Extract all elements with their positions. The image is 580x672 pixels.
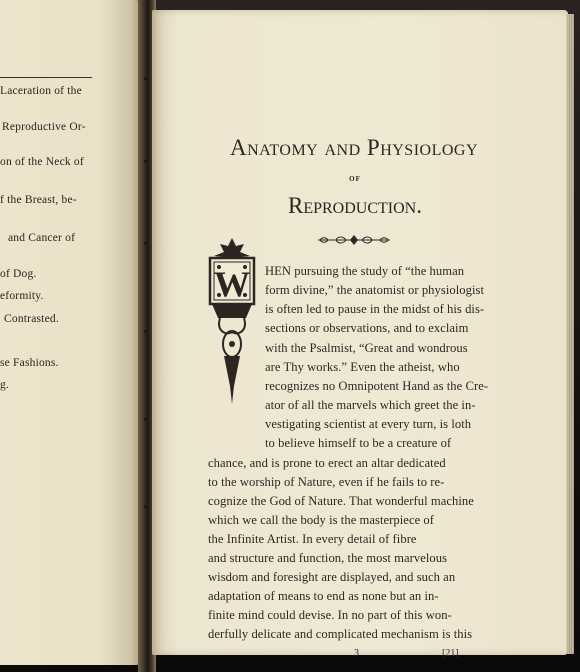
body-text-line: finite mind could devise. In no part of this won-	[208, 608, 452, 622]
body-text-line: wisdom and foresight are displayed, and such an	[208, 570, 456, 584]
left-page-rule	[0, 77, 92, 78]
left-page-line: eformity.	[0, 290, 44, 302]
body-text-line: HEN pursuing the study of “the human	[265, 264, 465, 278]
chapter-subtitle: Reproduction.	[288, 193, 422, 218]
body-text-line: to the worship of Nature, even if he fails to re-	[208, 475, 445, 489]
signature-number: [21]	[442, 648, 459, 659]
body-text-line: cognize the God of Nature. That wonderful machine	[208, 494, 474, 508]
left-page-line: Laceration of the	[0, 85, 82, 97]
binding-stitch	[144, 160, 147, 163]
left-page-line: Reproductive Or-	[2, 121, 86, 133]
left-page-line: of Dog.	[0, 268, 37, 280]
body-text-line: which we call the body is the masterpiece of	[208, 513, 435, 527]
drop-cap-letter: W	[214, 264, 250, 304]
left-page-line: g.	[0, 379, 10, 391]
body-text-line: adaptation of means to end as none but an in-	[208, 589, 439, 603]
body-text-line: is often led to pause in the midst of his dis-	[265, 302, 485, 316]
left-page-line: se Fashions.	[0, 357, 59, 369]
binding-stitch	[144, 77, 147, 80]
body-text-line: sections or observations, and to exclaim	[265, 321, 469, 335]
body-text-line: with the Psalmist, “Great and wondrous	[265, 341, 468, 355]
left-page-line: on of the Neck of	[0, 156, 84, 168]
body-text-line: vestigating scientist at every turn, is loth	[265, 417, 472, 431]
left-page-line: f the Breast, be-	[0, 194, 77, 206]
binding-stitch	[144, 418, 147, 421]
chapter-title: Anatomy and Physiology	[229, 135, 479, 160]
left-page-line: and Cancer of	[8, 232, 76, 244]
body-text-line: to believe himself to be a creature of	[265, 436, 452, 450]
body-text-line: derfully delicate and complicated mechanism is this	[208, 627, 473, 641]
body-text-line: are Thy works.” Even the atheist, who	[265, 360, 460, 374]
left-page-line: Contrasted.	[4, 313, 59, 325]
ornamental-drop-cap	[206, 236, 258, 406]
binding-stitch	[144, 330, 147, 333]
page-block-edge	[566, 14, 574, 654]
body-text-line: ator of all the marvels which greet the in-	[265, 398, 476, 412]
page-number: 3	[354, 648, 359, 659]
binding-stitch	[144, 505, 147, 508]
chapter-title-connector: OF	[349, 175, 361, 183]
body-text-line: form divine,” the anatomist or physiologist	[265, 283, 485, 297]
body-text-line: chance, and is prone to erect an altar dedicated	[208, 456, 446, 470]
binding-stitch	[144, 242, 147, 245]
left-page	[0, 0, 142, 665]
body-text-line: recognizes no Omnipotent Hand as the Cre-	[265, 379, 489, 393]
body-text-line: the Infinite Artist. In every detail of fibre	[208, 532, 417, 546]
decorative-flourish-icon	[316, 234, 392, 246]
body-text-line: and structure and function, the most marvelous	[208, 551, 448, 565]
